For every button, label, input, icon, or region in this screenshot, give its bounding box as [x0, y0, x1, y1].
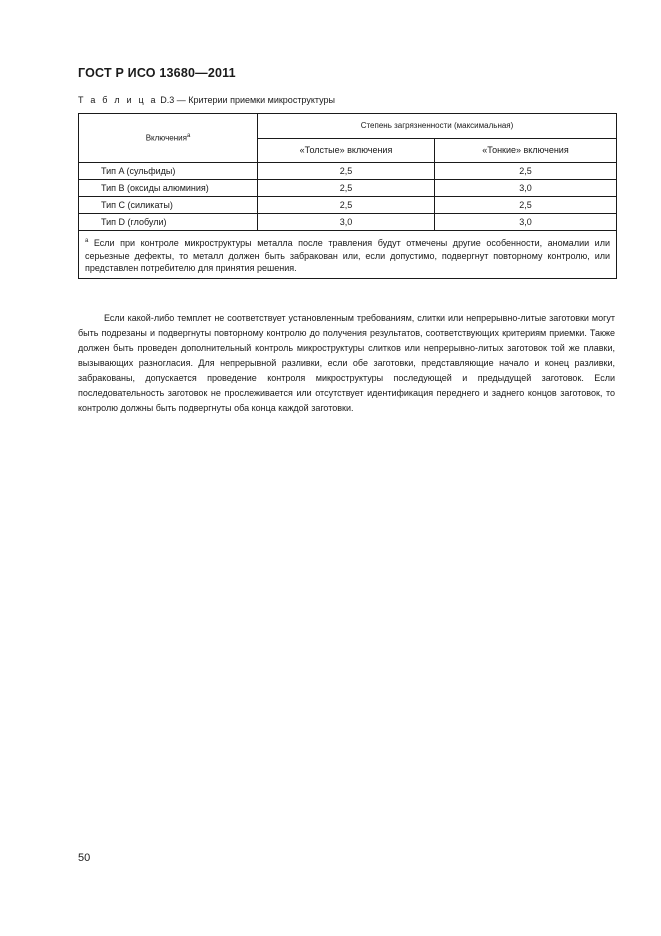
- row-type-name: Тип B (оксиды алюминия): [79, 180, 258, 197]
- row-thin-value: 2,5: [435, 197, 617, 214]
- row-type-name: Тип A (сульфиды): [79, 163, 258, 180]
- footnote-marker: a: [186, 133, 191, 140]
- page-number: 50: [78, 852, 91, 864]
- row-thick-value: 2,5: [258, 163, 435, 180]
- row-thick-value: 2,5: [258, 180, 435, 197]
- header-contamination-degree: Степень загрязненности (максимальная): [258, 114, 617, 139]
- table-caption: [78, 95, 335, 105]
- row-thin-value: 3,0: [435, 214, 617, 231]
- footnote-note-marker: a: [85, 238, 89, 244]
- footnote-text: Если при контроле микроструктуры металла после травления будут отмечены другие особенности, аномалии или серьезные дефекты, то металл должен быть забракован или, если допустимо, подвергнут повторному контролю, или представлен потребителю для принятия решения.: [85, 238, 610, 273]
- row-thin-value: 3,0: [435, 180, 617, 197]
- row-thick-value: 3,0: [258, 214, 435, 231]
- table-row: [79, 163, 617, 180]
- table-row: [79, 214, 617, 231]
- header-thin-inclusions: «Тонкие» включения: [435, 138, 617, 163]
- table-caption-title: D.3 — Критерии приемки микроструктуры: [160, 95, 335, 105]
- header-thick-inclusions: «Толстые» включения: [258, 138, 435, 163]
- row-type-name: Тип C (силикаты): [79, 197, 258, 214]
- document-standard-id: ГОСТ Р ИСО 13680—2011: [78, 66, 236, 80]
- body-paragraph: Если какой-либо темплет не соответствует установленным требованиям, слитки или непрерывно-литые заготовки могут быть подрезаны и подвергнуты повторному контролю до получения результатов, соответствующих критериям приемки. Также должен быть проведен дополнительный контроль микроструктуры слитков или непрерывно-литых заготовок той же плавки, вызывающих разногласия. Для непрерывной разливки, если обе заготовки, представляющие начало и конец разливки, забракованы, допускается проведение контроля микроструктуры последующей и предыдущей заготовок. Если последовательность заготовок не прослеживается или отсутствует идентификация переднего и заднего концов заготовок, то контролю должны быть подвергнуты оба конца каждой заготовки.: [78, 313, 615, 413]
- acceptance-criteria-table: [78, 113, 617, 279]
- header-inclusions: [79, 114, 258, 163]
- table-footnote: [79, 231, 617, 279]
- row-thin-value: 2,5: [435, 163, 617, 180]
- row-type-name: Тип D (глобули): [79, 214, 258, 231]
- header-inclusions-label: Включения: [145, 133, 187, 143]
- table-row: [79, 180, 617, 197]
- table-row: [79, 197, 617, 214]
- table-caption-prefix: Т а б л и ц а: [78, 95, 158, 105]
- row-thick-value: 2,5: [258, 197, 435, 214]
